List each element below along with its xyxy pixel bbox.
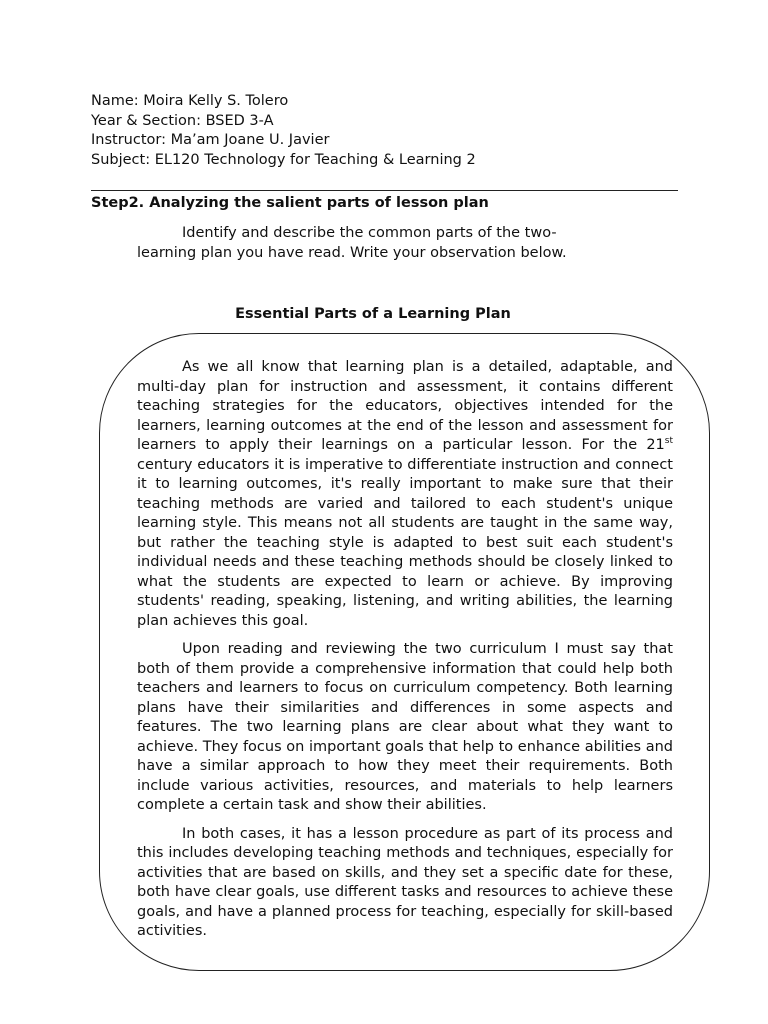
- year-section: Year & Section: BSED 3-A: [91, 112, 274, 129]
- student-name: Name: Moira Kelly S. Tolero: [91, 93, 289, 109]
- step-title: Step2. Analyzing the salient parts of lesson plan: [91, 195, 489, 211]
- instructions: [137, 224, 597, 263]
- instructions-line-2: learning plan you have read. Write your observation below.: [137, 244, 567, 261]
- subject-name: Subject: EL120 Technology for Teaching & Learning 2: [91, 151, 476, 168]
- instructions-line-1: Identify and describe the common parts of the two-: [182, 225, 557, 241]
- student-info-header: [91, 92, 476, 170]
- section-heading: Essential Parts of a Learning Plan: [235, 306, 511, 322]
- paragraph-1-part-a: As we all know that learning plan is a detailed, adaptable, and multi-day plan for instruction and assessment, it contains different teaching strategies for the educators, objectives intended for the learners, learning outcomes at the end of the lesson and assessment for learners to apply their learnings on a particular lesson. For the 21: [137, 359, 673, 453]
- answer-body: [137, 358, 673, 951]
- paragraph-2: Upon reading and reviewing the two curriculum I must say that both of them provide a comprehensive information that could help both teachers and learners to focus on curriculum competency. Both learning plans have their similarities and differences in some aspects and features. The two learning plans are clear about what they want to achieve. They focus on important goals that help to enhance abilities and have a similar approach to how they meet their requirements. Both include various activities, resources, and materials to help learners complete a certain task and show their abilities.: [137, 641, 673, 813]
- horizontal-divider: [91, 190, 678, 191]
- paragraph-1-part-b: century educators it is imperative to differentiate instruction and connect it to learning outcomes, it's really important to make sure that their teaching methods are varied and tailored to each student's unique learning style. This means not all students are taught in the same way, but rather the teaching style is adapted to best suit each student's individual needs and these teaching methods should be closely linked to what the students are expected to learn or achieve. By improving students' reading, speaking, listening, and writing abilities, the learning plan achieves this goal.: [137, 456, 673, 629]
- ordinal-superscript: st: [664, 436, 673, 446]
- paragraph-1: [137, 358, 673, 631]
- paragraph-3: In both cases, it has a lesson procedure as part of its process and this includes developing teaching methods and techniques, especially for activities that are based on skills, and they set a specific date for these, both have clear goals, use different tasks and resources to achieve these goals, and have a planned process for teaching, especially for skill-based activities.: [137, 825, 673, 939]
- instructor-name: Instructor: Ma’am Joane U. Javier: [91, 132, 330, 148]
